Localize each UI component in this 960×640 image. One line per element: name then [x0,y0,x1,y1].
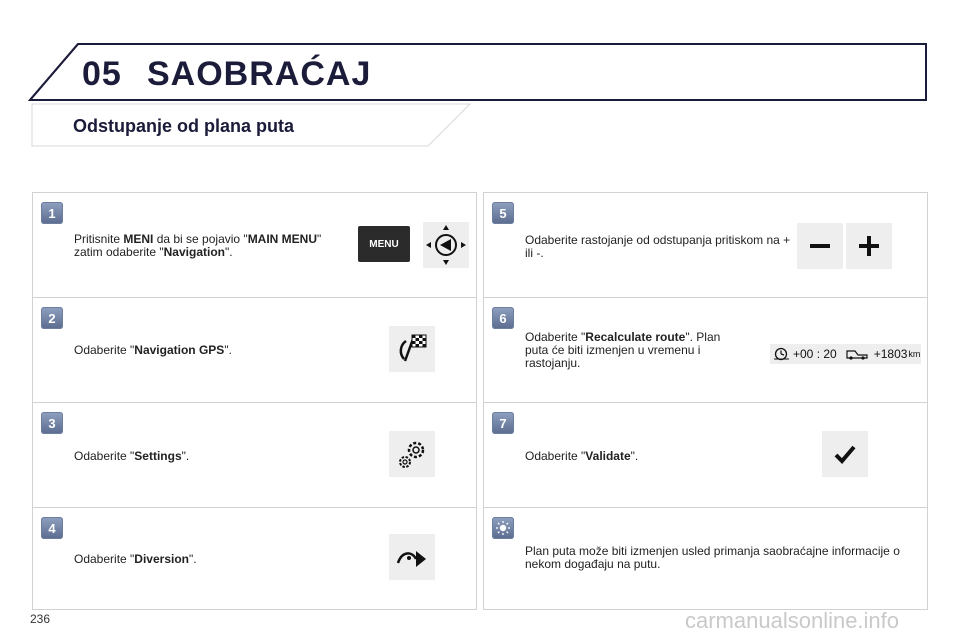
step-1 [33,193,476,298]
step-badge: 7 [492,412,514,434]
step-badge: 2 [41,307,63,329]
check-icon[interactable] [822,431,868,477]
diversion-icon [389,534,435,580]
step-badge: 1 [41,202,63,224]
distance-icon [845,347,871,361]
step-badge: 6 [492,307,514,329]
steps-panel-left [32,192,477,610]
step-7 [484,403,927,508]
step-text: Odaberite "Settings". [74,449,190,463]
steps-panel-right [483,192,928,610]
plus-icon[interactable] [846,223,892,269]
section-title: Odstupanje od plana puta [73,116,295,136]
menu-button-label: MENU [369,238,399,250]
time-delta: +00 : 20 [793,347,837,361]
step-3 [33,403,476,508]
step-text: Odaberite "Recalculate route". Plan puta će biti izmenjen u vremenu i rastojanju. [525,330,721,370]
tip-text: Plan puta može biti izmenjen usled primanja saobraćajne informacije o nekom događaju na putu. [525,544,900,571]
step-badge: 4 [41,517,63,539]
clock-icon [773,347,791,361]
bulb-icon [492,517,514,539]
chapter-title: SAOBRAĆAJ [147,55,372,93]
nav-joystick-icon [423,222,469,268]
step-badge: 5 [492,202,514,224]
step-text: Odaberite rastojanje od odstupanja pritiskom na + ili -. [525,233,791,260]
navigation-gps-icon [389,326,435,372]
minus-icon[interactable] [797,223,843,269]
settings-icon [389,431,435,477]
menu-button[interactable] [358,226,410,262]
step-text: Odaberite "Diversion". [74,552,197,566]
watermark: carmanualsonline.info [685,608,900,633]
step-text: Odaberite "Validate". [525,449,639,463]
step-2 [33,298,476,403]
chapter-number: 05 [82,55,122,93]
step-4 [33,508,476,613]
step-text: Pritisnite MENI da bi se pojavio "MAIN MENU" zatim odaberite "Navigation". [74,232,322,259]
route-delta-readout [770,344,921,364]
distance-unit: km [908,349,921,359]
step-text: Odaberite "Navigation GPS". [74,343,232,357]
distance-delta: +1803 [873,347,908,361]
page-number: 236 [30,612,51,626]
step-5 [484,193,927,298]
tip-note [484,508,927,613]
step-badge: 3 [41,412,63,434]
step-6 [484,298,927,403]
